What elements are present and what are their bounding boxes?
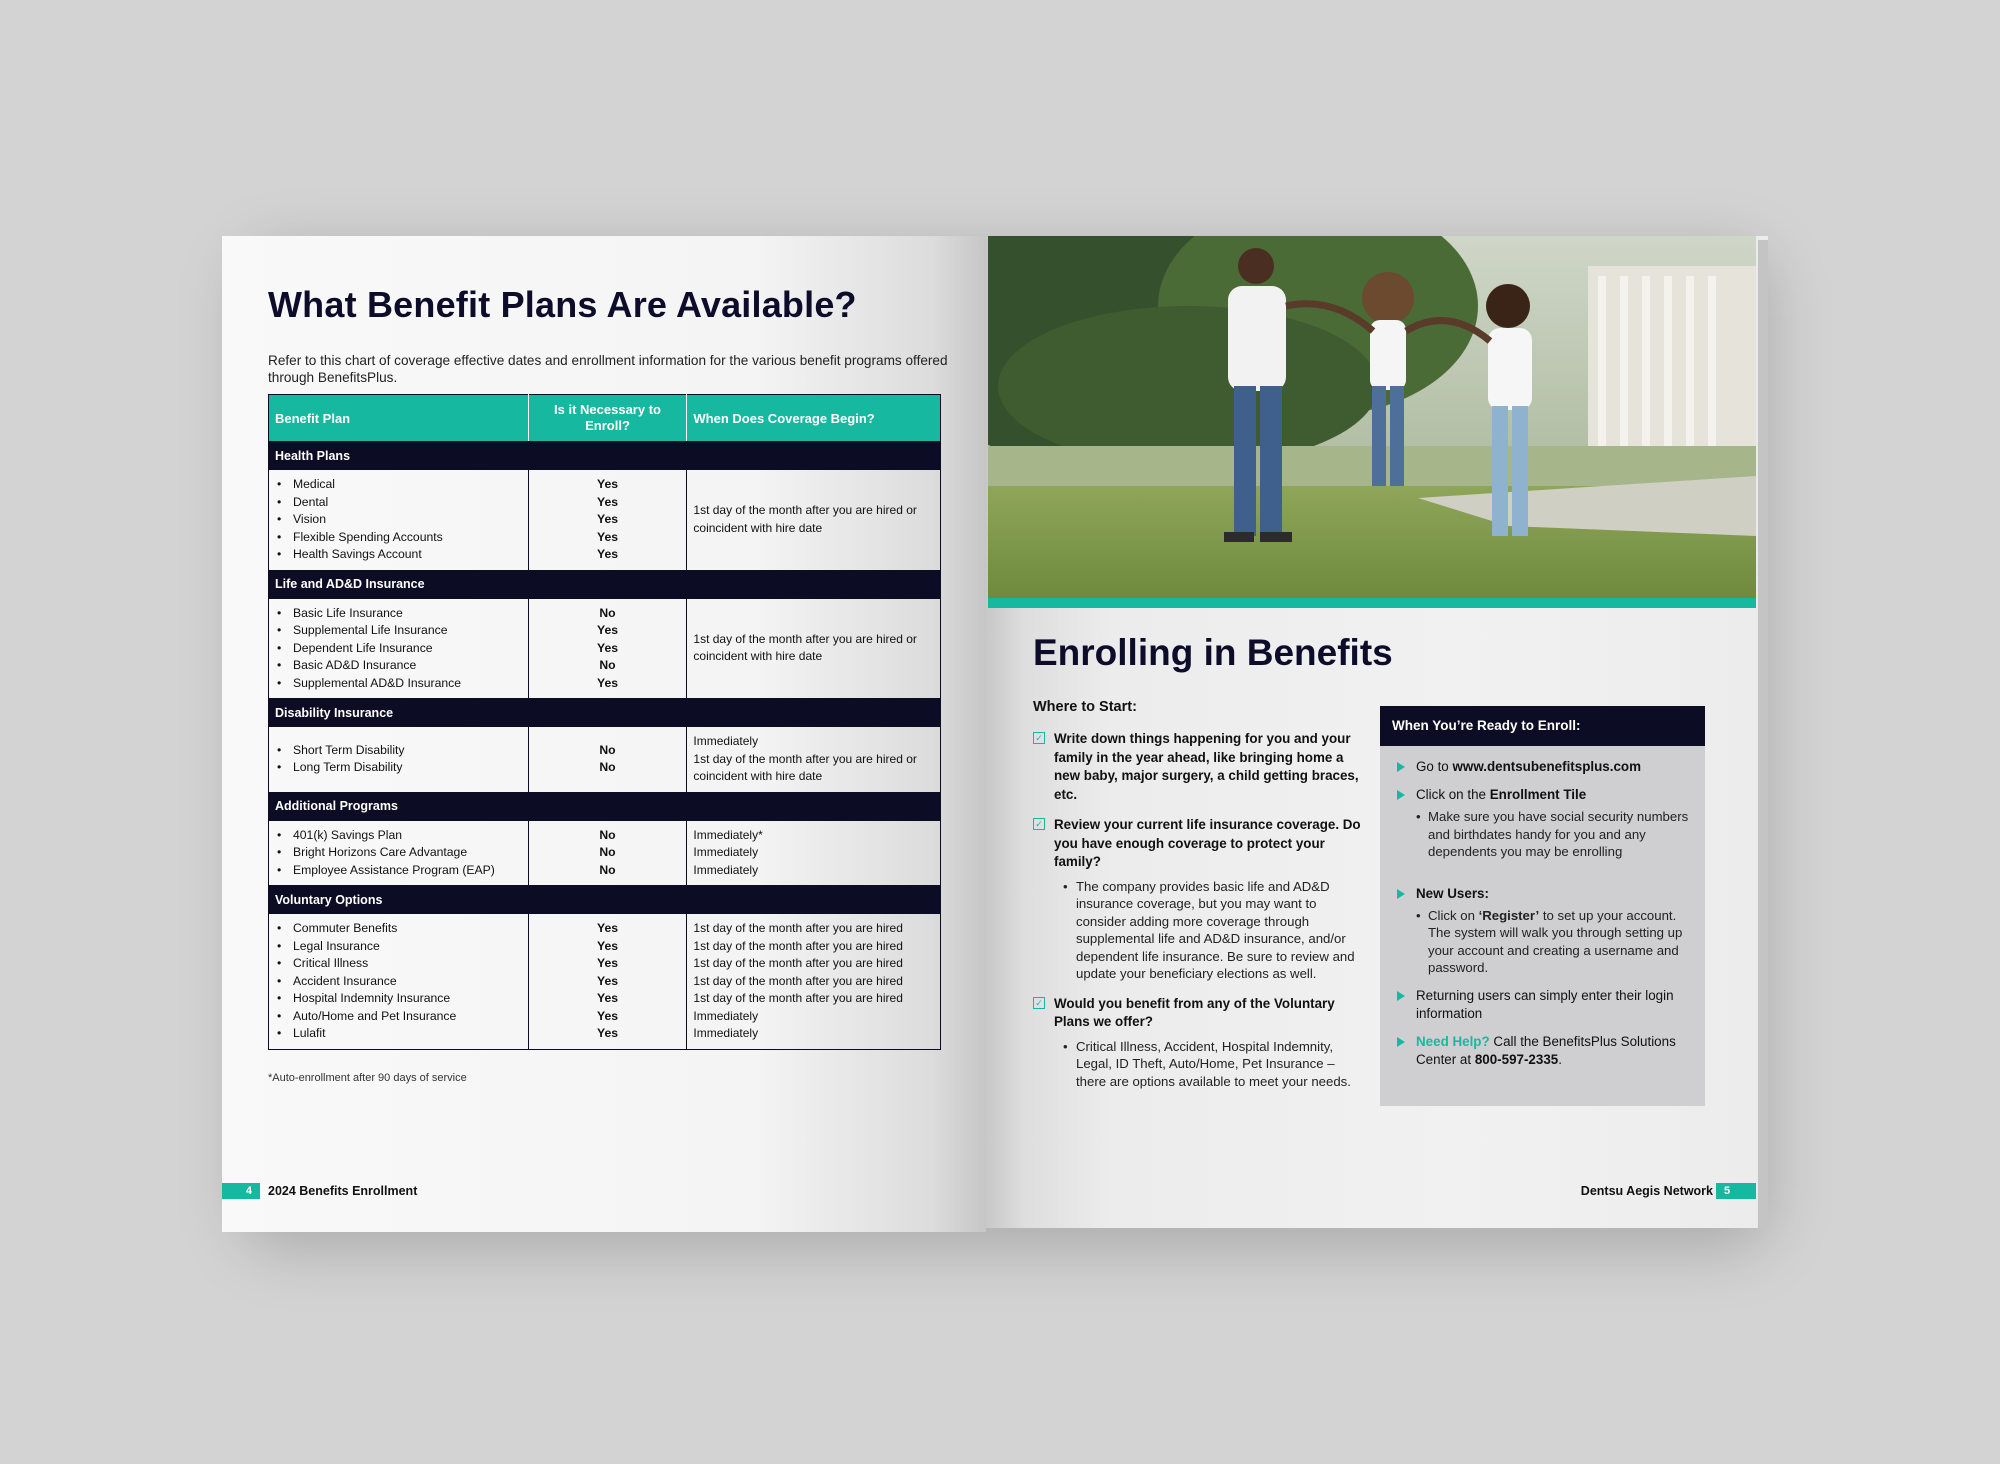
plan-cell: [269, 727, 529, 792]
enroll-value: Yes: [597, 640, 619, 655]
enroll-value: No: [599, 845, 616, 859]
coverage-value: Immediately*: [693, 827, 763, 842]
plan-item: • Legal Insurance: [275, 938, 522, 956]
plan-item: • Flexible Spending Accounts: [275, 529, 522, 547]
arrow-right-icon: [1397, 991, 1405, 1001]
plan-item: • Medical: [275, 476, 522, 494]
enroll-value: Yes: [597, 623, 619, 637]
plan-item: • Dependent Life Insurance: [275, 640, 522, 658]
sub-item: • Make sure you have social security numbers and birthdates handy for you and any dependents you may be enrolling: [1416, 808, 1695, 861]
plan-cell: [269, 914, 529, 1049]
coverage-cell: [687, 599, 941, 699]
coverage-value: 1st day of the month after you are hired or coincident with hire date: [693, 631, 917, 664]
enroll-value: Yes: [597, 921, 619, 935]
header-benefit-plan: Benefit Plan: [269, 395, 529, 442]
plan-item: • Bright Horizons Care Advantage: [275, 844, 522, 862]
section-title: Life and AD&D Insurance: [269, 570, 941, 599]
arrow-right-icon: [1397, 790, 1405, 800]
footer-title-right: Dentsu Aegis Network: [1580, 1184, 1713, 1198]
enrollment-url-link[interactable]: www.dentsubenefitsplus.com: [1452, 759, 1641, 774]
coverage-value: Immediately: [693, 1026, 759, 1040]
coverage-value: 1st day of the month after you are hired or coincident with hire date: [693, 503, 917, 535]
plan-item: • Short Term Disability: [275, 742, 522, 760]
list-item: [1033, 730, 1363, 804]
enroll-value: Yes: [597, 1008, 619, 1023]
plan-item: • Health Savings Account: [275, 546, 522, 564]
coverage-value: Immediately: [693, 845, 759, 859]
plan-cell: [269, 599, 529, 699]
intro-paragraph: Refer to this chart of coverage effective dates and enrollment information for the various benefit programs offered through BenefitsPlus.: [268, 353, 948, 385]
plan-item: • Long Term Disability: [275, 759, 522, 777]
checkbox-icon: ✓: [1033, 997, 1045, 1009]
left-page: [222, 236, 986, 1232]
need-help-label: Need Help?: [1416, 1033, 1490, 1049]
coverage-value: Immediately: [693, 1008, 759, 1023]
new-sub-prefix: Click on: [1428, 907, 1475, 923]
right-page: [986, 236, 1768, 1228]
where-to-start-heading: Where to Start:: [1033, 699, 1137, 715]
coverage-cell: [687, 470, 941, 570]
checkbox-icon: ✓: [1033, 732, 1045, 744]
coverage-cell: [687, 727, 941, 792]
plan-item: • Supplemental AD&D Insurance: [275, 675, 522, 693]
page-number-left: 4: [222, 1183, 260, 1199]
arrow-right-icon: [1397, 1037, 1405, 1047]
table-row: [269, 470, 941, 570]
section-row-voluntary-options: [269, 885, 941, 914]
plan-item: • Vision: [275, 511, 522, 529]
plan-item: • Auto/Home and Pet Insurance: [275, 1008, 522, 1026]
enroll-cell: [528, 470, 687, 570]
where-item-text: Write down things happening for you and your family in the year ahead, like bringing home a new baby, major surgery, a child getting braces, etc.: [1054, 731, 1359, 802]
section-row-health-plans: [269, 441, 941, 470]
plan-item: • 401(k) Savings Plan: [275, 827, 522, 845]
enroll-value: No: [599, 760, 616, 775]
plan-item: • Basic Life Insurance: [275, 605, 522, 623]
enroll-value: Yes: [597, 477, 619, 491]
enroll-value: Yes: [597, 675, 619, 690]
coverage-value: 1st day of the month after you are hired or coincident with hire date: [693, 751, 917, 783]
ready-to-enroll-heading: When You’re Ready to Enroll:: [1380, 706, 1705, 746]
plan-item: • Commuter Benefits: [275, 920, 522, 938]
family-photo-illustration: [988, 236, 1756, 598]
goto-prefix: Go to: [1416, 759, 1449, 774]
coverage-value: 1st day of the month after you are hired: [693, 973, 903, 988]
section-row-disability: [269, 698, 941, 727]
enroll-value: Yes: [597, 956, 619, 970]
list-item: [1392, 786, 1695, 861]
plan-item: • Accident Insurance: [275, 973, 522, 991]
plan-cell: [269, 821, 529, 886]
enroll-value: Yes: [597, 1026, 619, 1040]
enroll-value: No: [599, 742, 616, 757]
sub-item: [1416, 907, 1695, 977]
footer-title-left: 2024 Benefits Enrollment: [268, 1184, 418, 1198]
enroll-value: Yes: [597, 512, 619, 526]
enroll-cell: [528, 599, 687, 699]
plan-item: • Basic AD&D Insurance: [275, 657, 522, 675]
sub-item: • The company provides basic life and AD&D insurance coverage, but you may want to consider adding more coverage through supplemental life and AD&D insurance, and/or dependent life insurance. Be sure to review and update your beneficiary elections as well.: [1054, 878, 1363, 983]
plan-item: • Hospital Indemnity Insurance: [275, 990, 522, 1008]
table-row: [269, 821, 941, 886]
enroll-cell: [528, 727, 687, 792]
where-item-text: Review your current life insurance coverage. Do you have enough coverage to protect your family?: [1054, 817, 1361, 869]
enroll-value: Yes: [597, 494, 619, 509]
photo-accent-bar: [988, 598, 1756, 608]
table-header-row: [269, 395, 941, 442]
enroll-value: Yes: [597, 529, 619, 544]
table-row: [269, 727, 941, 792]
page-title: What Benefit Plans Are Available?: [268, 284, 857, 325]
arrow-right-icon: [1397, 762, 1405, 772]
plan-item: • Lulafit: [275, 1025, 522, 1043]
arrow-right-icon: [1397, 889, 1405, 899]
plan-item: • Supplemental Life Insurance: [275, 622, 522, 640]
coverage-value: 1st day of the month after you are hired: [693, 956, 903, 970]
list-item: [1392, 987, 1695, 1023]
enroll-value: Yes: [597, 547, 619, 561]
returning-users-text: Returning users can simply enter their login information: [1416, 987, 1674, 1021]
section-title: Disability Insurance: [269, 698, 941, 727]
section-title: Health Plans: [269, 441, 941, 470]
ready-to-enroll-list: [1380, 758, 1705, 1069]
coverage-cell: [687, 821, 941, 886]
enroll-value: No: [599, 658, 616, 672]
header-necessary-to-enroll: Is it Necessary to Enroll?: [528, 395, 687, 442]
section-title: Voluntary Options: [269, 885, 941, 914]
coverage-value: Immediately: [693, 862, 759, 877]
section-row-life-add: [269, 570, 941, 599]
benefit-plans-table: [268, 394, 941, 1050]
coverage-cell: [687, 914, 941, 1049]
help-end: .: [1558, 1051, 1562, 1067]
enroll-value: No: [599, 827, 616, 842]
family-photo: [988, 236, 1756, 598]
enroll-value: No: [599, 605, 616, 620]
click-prefix: Click on the: [1416, 787, 1486, 802]
list-item: [1033, 816, 1363, 983]
list-item: [1392, 1033, 1695, 1069]
help-text: Call the BenefitsPlus Solutions Center at: [1416, 1033, 1676, 1067]
coverage-value: 1st day of the month after you are hired: [693, 921, 903, 935]
header-coverage-begin: When Does Coverage Begin?: [687, 395, 941, 442]
page-number-right: 5: [1716, 1183, 1756, 1199]
list-item: [1033, 995, 1363, 1091]
help-phone: 800-597-2335: [1474, 1051, 1559, 1067]
enroll-cell: [528, 914, 687, 1049]
plan-cell: [269, 470, 529, 570]
enroll-value: Yes: [597, 991, 619, 1005]
coverage-value: 1st day of the month after you are hired: [693, 991, 903, 1005]
coverage-value: Immediately: [693, 734, 759, 748]
ready-to-enroll-panel: [1380, 706, 1705, 1106]
enrolling-title: Enrolling in Benefits: [1033, 632, 1393, 673]
section-title: Additional Programs: [269, 792, 941, 821]
section-row-additional-programs: [269, 792, 941, 821]
new-sub-suffix: to set up your account. The system will walk you through setting up your account and creating a username and password.: [1428, 907, 1683, 975]
page-edge: [1758, 240, 1768, 1228]
plan-item: • Dental: [275, 494, 522, 512]
table-row: [269, 599, 941, 699]
plan-item: • Critical Illness: [275, 955, 522, 973]
list-item: [1392, 885, 1695, 977]
new-users-label: New Users:: [1416, 885, 1489, 901]
table-footnote: *Auto-enrollment after 90 days of service: [268, 1072, 467, 1084]
where-item-text: Would you benefit from any of the Voluntary Plans we offer?: [1054, 995, 1335, 1029]
enroll-value: Yes: [597, 973, 619, 988]
enrollment-tile-label: Enrollment Tile: [1489, 787, 1587, 802]
table-row: [269, 914, 941, 1049]
enroll-cell: [528, 821, 687, 886]
enroll-value: No: [599, 862, 616, 877]
plan-item: • Employee Assistance Program (EAP): [275, 862, 522, 880]
enroll-value: Yes: [597, 938, 619, 953]
checkbox-icon: ✓: [1033, 818, 1045, 830]
list-item: [1392, 758, 1695, 776]
coverage-value: 1st day of the month after you are hired: [693, 938, 903, 953]
where-to-start-list: [1033, 730, 1363, 1102]
register-link: ‘Register’: [1478, 907, 1540, 923]
sub-item: • Critical Illness, Accident, Hospital Indemnity, Legal, ID Theft, Auto/Home, Pet Insurance – there are options available to meet your needs.: [1054, 1038, 1363, 1091]
